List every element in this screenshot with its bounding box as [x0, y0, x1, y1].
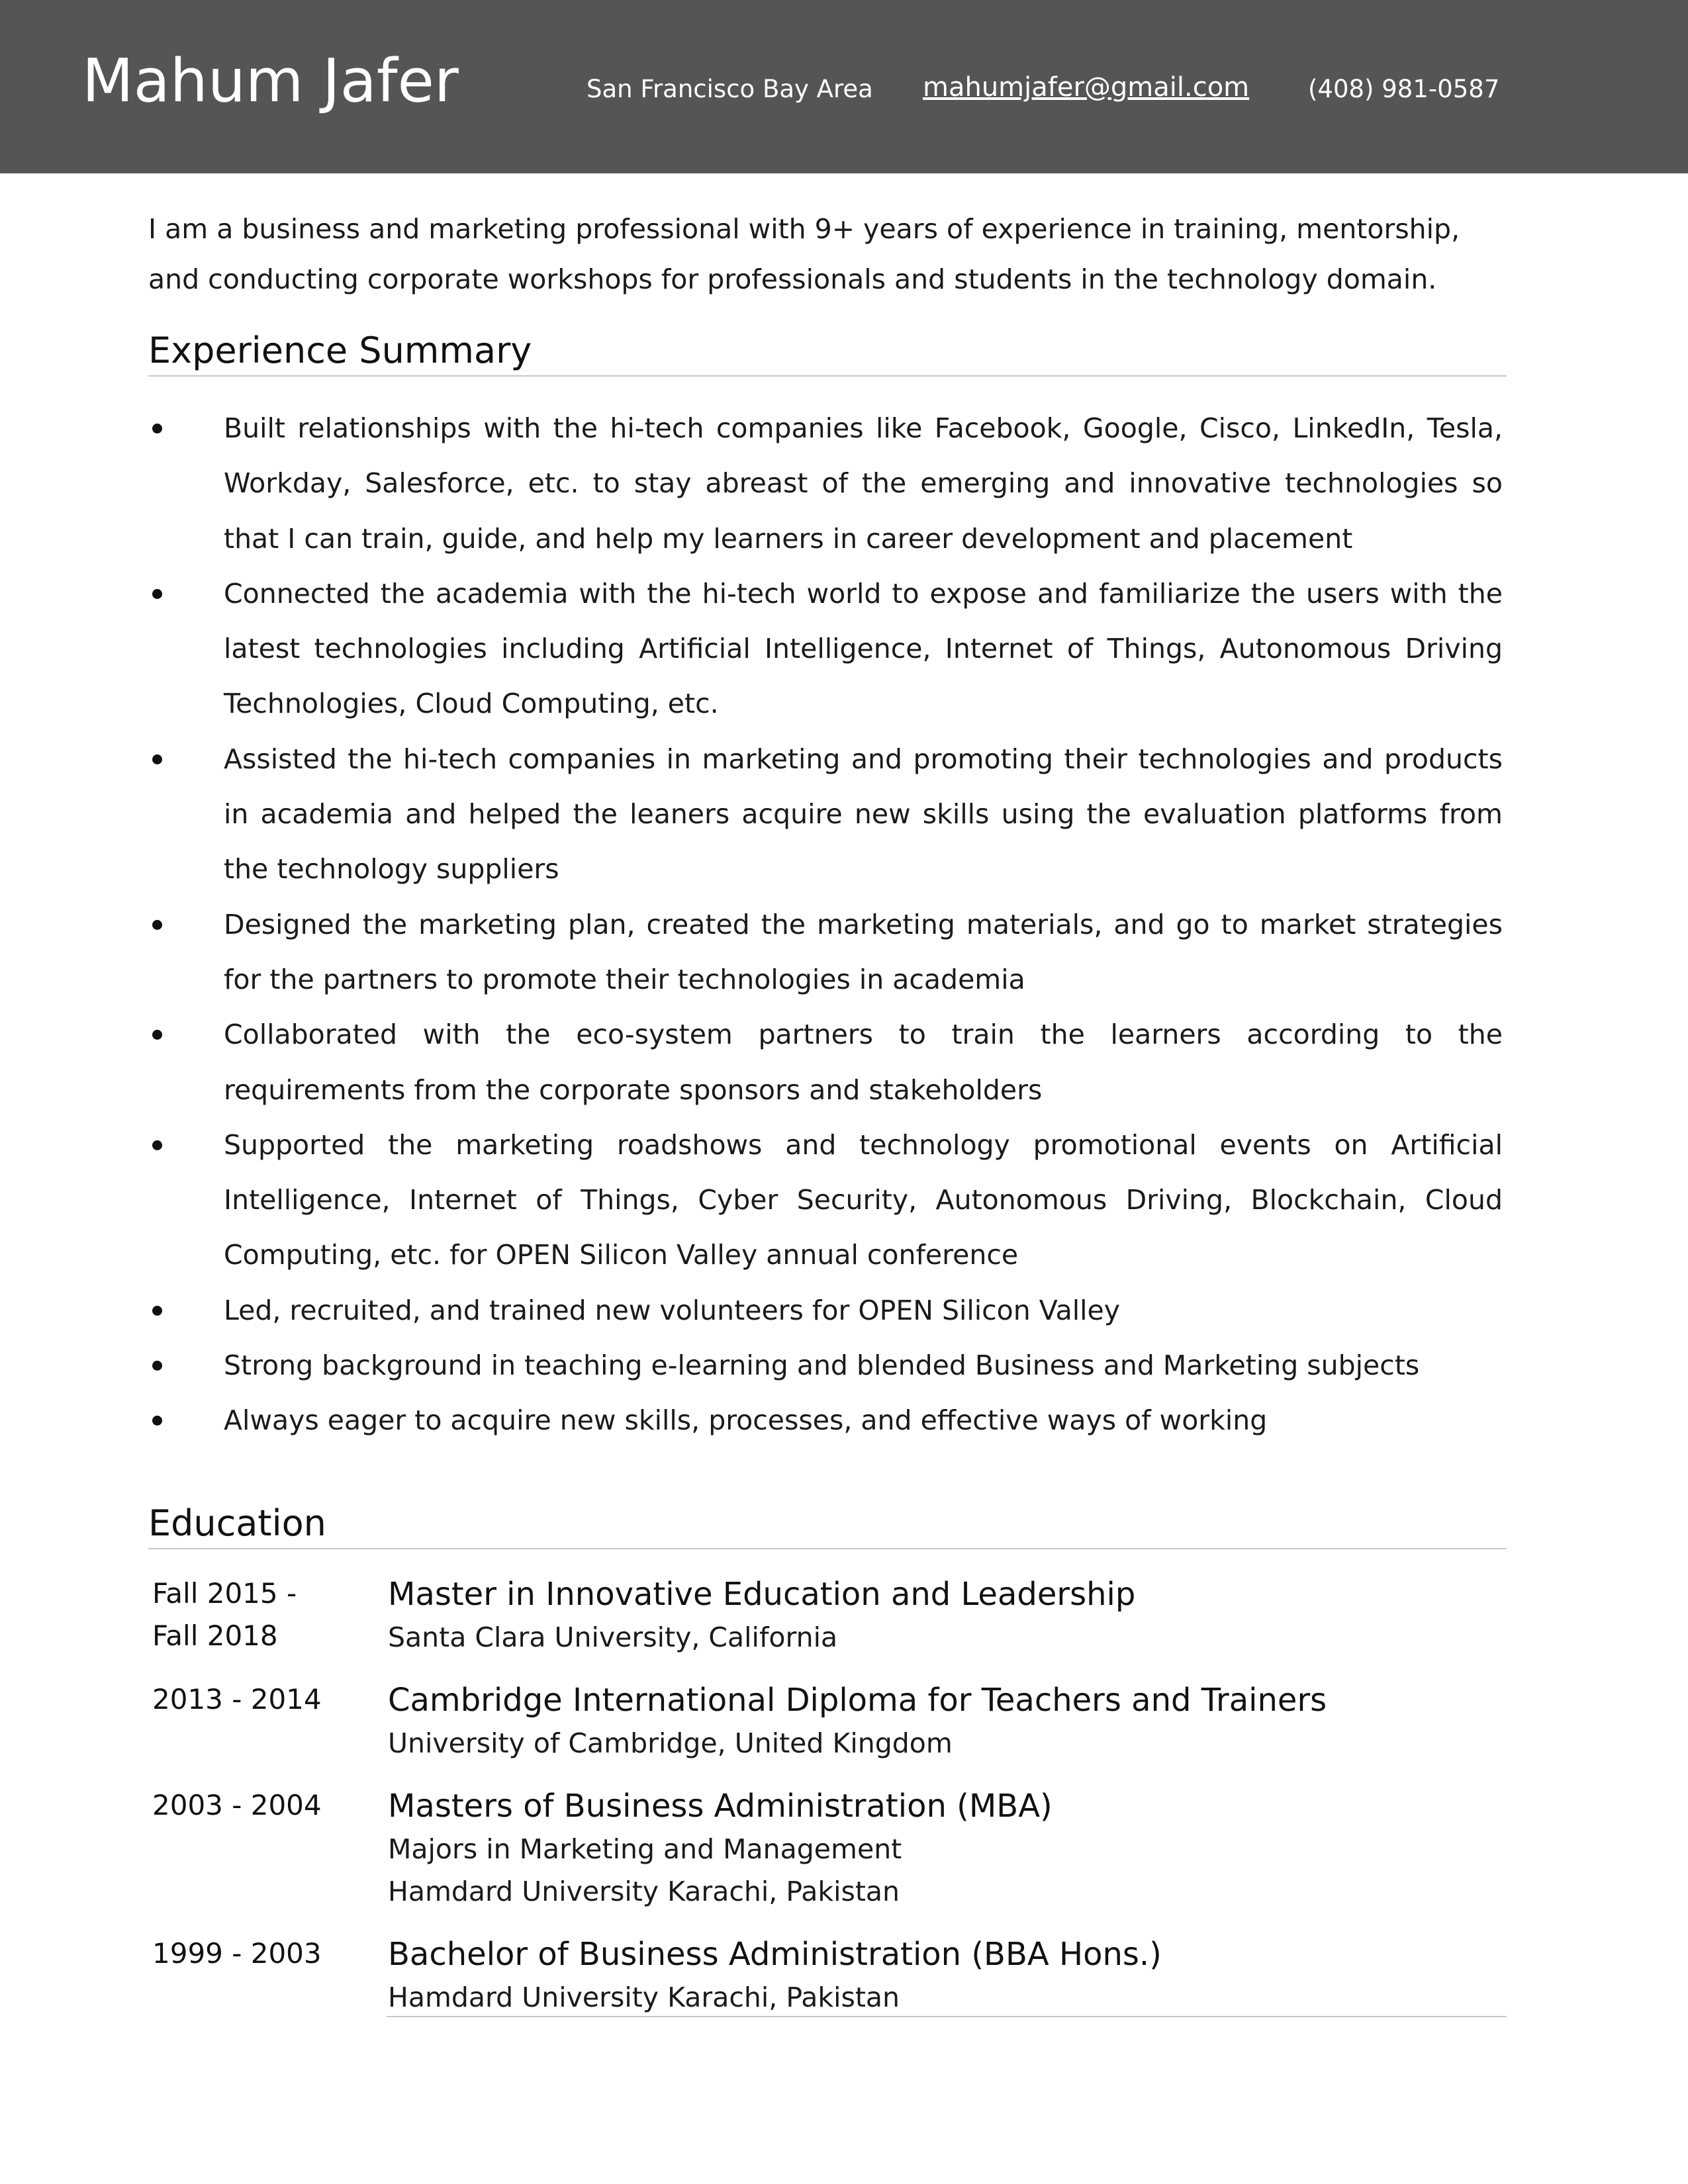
- bullet-icon: [152, 1416, 162, 1426]
- bullet-icon: [152, 1306, 162, 1316]
- education-divider: [148, 1548, 1507, 1549]
- experience-item: Always eager to acquire new skills, processes, and effective ways of working: [148, 1393, 1503, 1448]
- experience-divider: [148, 375, 1507, 377]
- experience-item: Built relationships with the hi-tech companies like Facebook, Google, Cisco, LinkedIn, Tesla, Workday, Salesforce, etc. to stay abreast of the emerging and innovative technologies so that I can train, guide, and help my learners in career development and placement: [148, 401, 1503, 567]
- experience-item: Led, recruited, and trained new volunteers for OPEN Silicon Valley: [148, 1283, 1503, 1338]
- experience-item: Designed the marketing plan, created the marketing materials, and go to market strategies for the partners to promote their technologies in academia: [148, 897, 1503, 1008]
- education-dates: 2003 - 2004: [152, 1789, 322, 1821]
- institution: University of Cambridge, United Kingdom: [388, 1727, 953, 1759]
- bullet-icon: [152, 920, 162, 930]
- email-link[interactable]: mahumjafer@gmail.com: [923, 72, 1250, 103]
- education-section-title: Education: [148, 1502, 326, 1544]
- education-bottom-divider: [387, 2016, 1507, 2017]
- candidate-name: Mahum Jafer: [82, 46, 459, 116]
- phone-number: (408) 981-0587: [1308, 75, 1500, 103]
- bullet-icon: [152, 754, 162, 764]
- experience-item: Collaborated with the eco-system partners to train the learners according to the requirements from the corporate sponsors and stakeholders: [148, 1007, 1503, 1118]
- degree-title: Bachelor of Business Administration (BBA Hons.): [388, 1936, 1162, 1973]
- bullet-icon: [152, 1030, 162, 1040]
- experience-item: Strong background in teaching e-learning and blended Business and Marketing subjects: [148, 1338, 1503, 1393]
- bullet-icon: [152, 424, 162, 433]
- experience-item: Assisted the hi-tech companies in marketing and promoting their technologies and products in academia and helped the leaners acquire new skills using the evaluation platforms from the technology suppliers: [148, 732, 1503, 897]
- degree-title: Cambridge International Diploma for Teachers and Trainers: [388, 1682, 1327, 1719]
- institution: Hamdard University Karachi, Pakistan: [388, 1981, 900, 2013]
- bullet-icon: [152, 1140, 162, 1150]
- experience-list: [148, 401, 1503, 1449]
- professional-summary: I am a business and marketing professional with 9+ years of experience in training, mentorship, and conducting corporate workshops for professionals and students in the technology domain.: [148, 213, 1460, 295]
- experience-section-title: Experience Summary: [148, 330, 532, 371]
- location: San Francisco Bay Area: [586, 75, 873, 103]
- education-dates: 1999 - 2003: [152, 1937, 322, 1970]
- institution: Santa Clara University, California: [388, 1621, 838, 1653]
- bullet-icon: [152, 589, 162, 599]
- degree-majors: Majors in Marketing and Management: [388, 1833, 902, 1865]
- header-banner: [0, 0, 1688, 173]
- education-dates: Fall 2015 - Fall 2018: [152, 1577, 297, 1652]
- experience-item: Connected the academia with the hi-tech world to expose and familiarize the users with the latest technologies including Artificial Intelligence, Internet of Things, Autonomous Driving Technologies, Cloud Computing, etc.: [148, 567, 1503, 732]
- institution: Hamdard University Karachi, Pakistan: [388, 1876, 900, 1907]
- degree-title: Masters of Business Administration (MBA): [388, 1788, 1053, 1825]
- bullet-icon: [152, 1361, 162, 1371]
- experience-item: Supported the marketing roadshows and technology promotional events on Artificial Intelligence, Internet of Things, Cyber Security, Autonomous Driving, Blockchain, Cloud Computing, etc. for OPEN Silicon Valley annual conference: [148, 1118, 1503, 1283]
- education-dates: 2013 - 2014: [152, 1683, 322, 1715]
- degree-title: Master in Innovative Education and Leadership: [388, 1576, 1136, 1613]
